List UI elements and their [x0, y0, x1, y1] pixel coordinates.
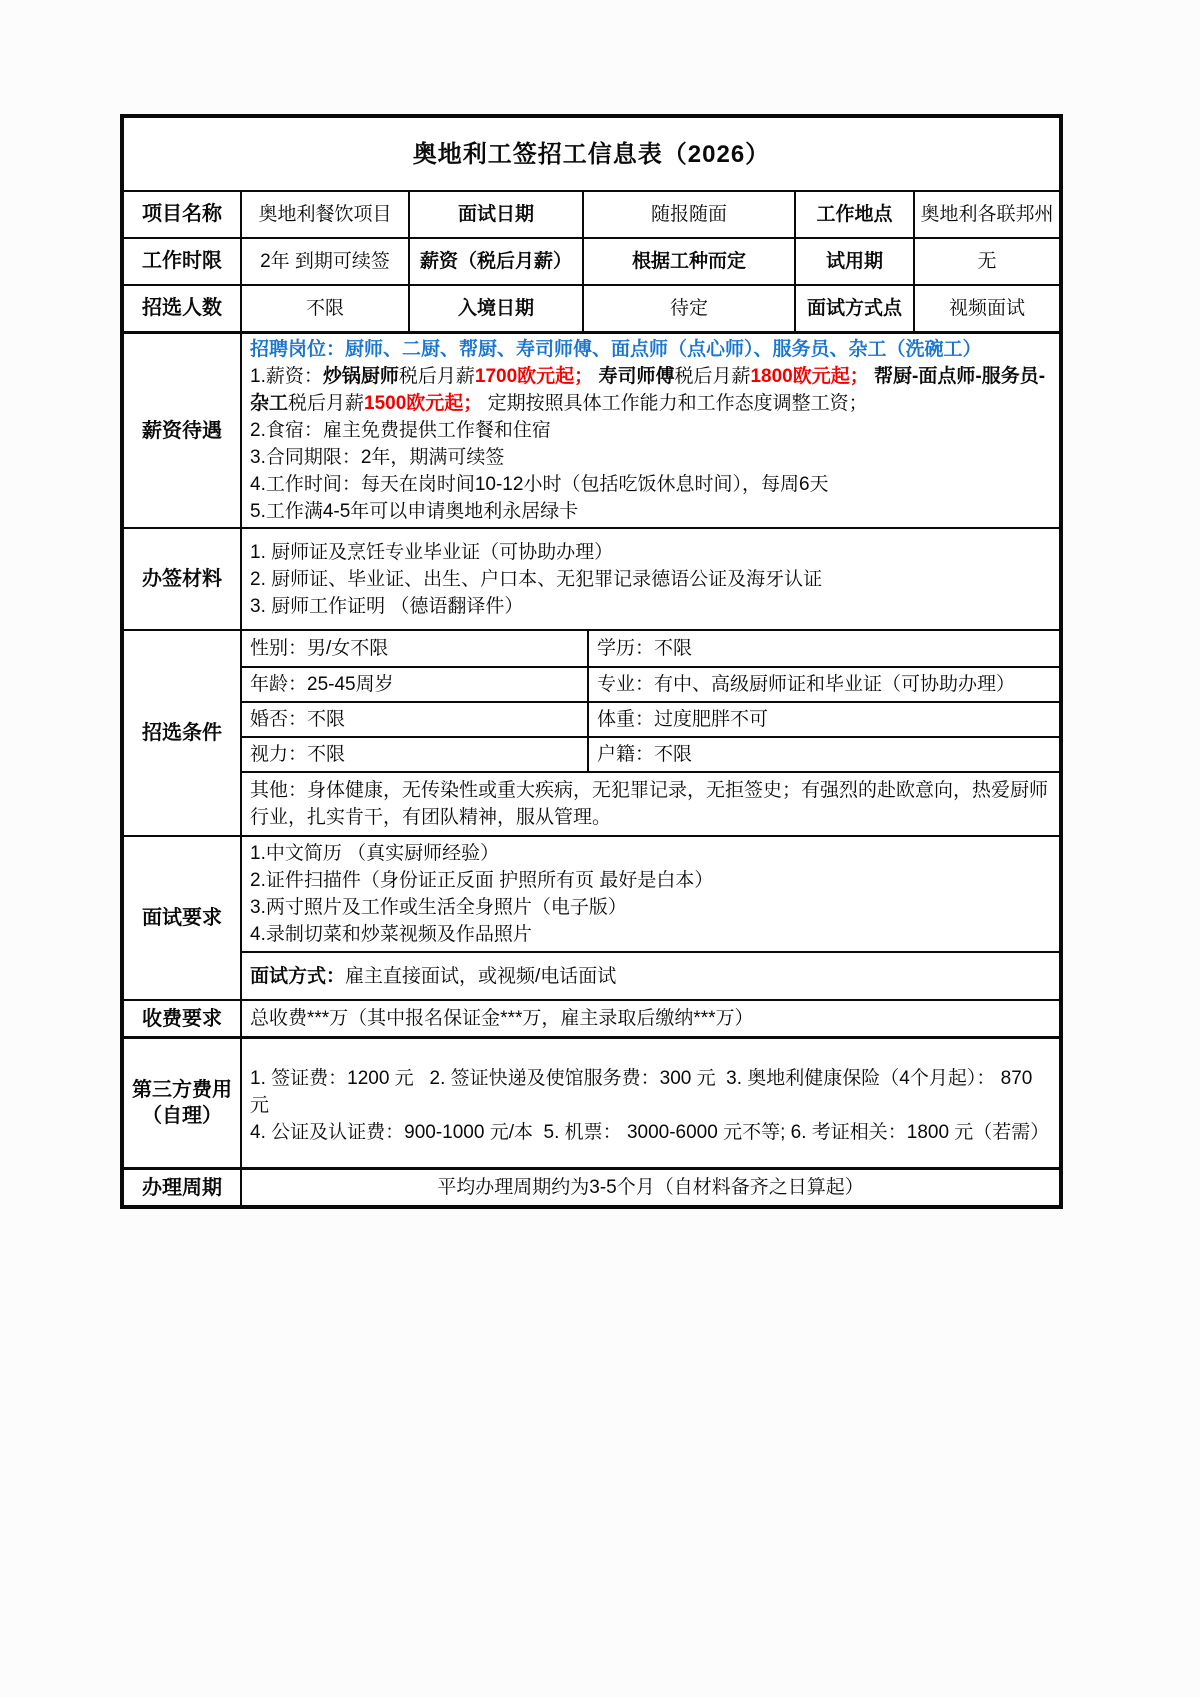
- third-party-line-1: 1. 签证费：1200 元 2. 签证快递及使馆服务费：300 元 3. 奥地利健康保险（4个月起）： 870 元: [250, 1068, 1038, 1116]
- condition-row-gender-education: [242, 631, 1059, 666]
- interview-item-2: 2.证件扫描件（身份证正反面 护照所有页 最好是白本）: [250, 870, 714, 891]
- third-party-costs-content: [240, 1039, 1059, 1167]
- table-title: 奥地利工签招工信息表（2026）: [412, 140, 771, 168]
- section-selection-conditions: [124, 629, 1059, 835]
- condition-vision: 视力：不限: [250, 744, 346, 765]
- condition-major: 专业：有中、高级厨师证和毕业证（可协助办理）: [587, 668, 1059, 701]
- salary-header: 薪资（税后月薪）: [408, 239, 582, 284]
- condition-age: 年龄：25-45周岁: [250, 674, 394, 695]
- info-row-project: [124, 190, 1059, 237]
- work-term-value: 2年 到期可续签: [240, 239, 408, 284]
- section-visa-materials: [124, 527, 1059, 629]
- fee-requirements-content: [240, 1001, 1059, 1036]
- probation-header: 试用期: [794, 239, 913, 284]
- condition-row-vision-residence: [242, 736, 1059, 771]
- recruit-positions-line: 招聘岗位：厨师、二厨、帮厨、寿司师傅、面点师（点心师）、服务员、杂工（洗碗工）: [250, 339, 982, 360]
- recruitment-info-table: [120, 114, 1063, 1209]
- condition-weight: 体重：过度肥胖不可: [587, 703, 1059, 736]
- info-row-headcount: [124, 284, 1059, 331]
- selection-conditions-content: [240, 631, 1059, 835]
- project-name-header: 项目名称: [142, 203, 222, 225]
- interview-date-value: 随报随面: [582, 192, 794, 237]
- probation-value: 无: [913, 239, 1059, 284]
- processing-cycle-label: 办理周期: [142, 1176, 222, 1199]
- material-item-1: 1. 厨师证及烹饪专业毕业证（可协助办理）: [250, 541, 614, 563]
- condition-education: 学历：不限: [587, 631, 1059, 666]
- visa-materials-label: 办签材料: [142, 568, 222, 590]
- interview-item-3: 3.两寸照片及工作或生活全身照片（电子版）: [250, 897, 627, 918]
- work-term-header: 工作时限: [142, 250, 222, 272]
- salary-item-5: 5.工作满4-5年可以申请奥地利永居绿卡: [250, 501, 579, 522]
- salary-benefits-content: [240, 334, 1059, 527]
- interview-method-header: 面试方式点: [794, 286, 913, 331]
- condition-other: 其他：身体健康，无传染性或重大疾病，无犯罪记录，无拒签史；有强烈的赴欧意向，热爱厨师行业，扎实肯干，有团队精神，服从管理。: [242, 771, 1059, 835]
- info-row-duration: [124, 237, 1059, 284]
- interview-items: [242, 837, 1059, 951]
- interview-method-value: 视频面试: [913, 286, 1059, 331]
- selection-conditions-label: 招选条件: [142, 722, 222, 744]
- salary-item-1: 1.薪资：炒锅厨师税后月薪1700欧元起； 寿司师傅税后月薪1800欧元起； 帮厨-面点师-服务员-杂工税后月薪1500欧元起； 定期按照具体工作能力和工作态度调整工资；: [250, 366, 1046, 414]
- third-party-label-line1: 第三方费用: [132, 1079, 232, 1101]
- salary-item-3: 3.合同期限：2年，期满可续签: [250, 447, 505, 468]
- processing-cycle-content: [240, 1170, 1059, 1205]
- salary-basis-value: 根据工种而定: [582, 239, 794, 284]
- work-location-value: 奥地利各联邦州: [913, 192, 1059, 237]
- interview-requirements-label: 面试要求: [142, 907, 222, 929]
- visa-materials-content: [240, 529, 1059, 629]
- condition-row-age-major: [242, 666, 1059, 701]
- project-name-value: 奥地利餐饮项目: [240, 192, 408, 237]
- condition-row-marriage-weight: [242, 701, 1059, 736]
- headcount-value: 不限: [240, 286, 408, 331]
- processing-cycle-text: 平均办理周期约为3-5个月（自材料备齐之日算起）: [437, 1177, 864, 1198]
- fee-requirements-label: 收费要求: [142, 1007, 222, 1030]
- headcount-header: 招选人数: [142, 297, 222, 319]
- interview-requirements-content: [240, 837, 1059, 999]
- condition-gender: 性别：男/女不限: [250, 638, 389, 659]
- third-party-label-line2: （自理）: [142, 1105, 222, 1127]
- interview-date-header: 面试日期: [408, 192, 582, 237]
- work-location-header: 工作地点: [794, 192, 913, 237]
- interview-item-4: 4.录制切菜和炒菜视频及作品照片: [250, 924, 532, 945]
- salary-benefits-label: 薪资待遇: [142, 419, 222, 442]
- section-interview-requirements: [124, 835, 1059, 999]
- interview-item-1: 1.中文简历 （真实厨师经验）: [250, 843, 500, 864]
- salary-item-4: 4.工作时间：每天在岗时间10-12小时（包括吃饭休息时间），每周6天: [250, 474, 829, 495]
- material-item-2: 2. 厨师证、毕业证、出生、户口本、无犯罪记录德语公证及海牙认证: [250, 568, 823, 590]
- third-party-line-2: 4. 公证及认证费：900-1000 元/本 5. 机票： 3000-6000 元不等; 6. 考证相关：1800 元（若需）: [250, 1122, 1050, 1143]
- salary-item-2: 2.食宿：雇主免费提供工作餐和住宿: [250, 420, 551, 441]
- entry-date-header: 入境日期: [408, 286, 582, 331]
- entry-date-value: 待定: [582, 286, 794, 331]
- condition-residence: 户籍：不限: [587, 738, 1059, 771]
- section-salary-benefits: [124, 331, 1059, 527]
- section-fee-requirements: [124, 999, 1059, 1036]
- interview-method-line: 面试方式： 雇主直接面试，或视频/电话面试: [242, 951, 1059, 999]
- material-item-3: 3. 厨师工作证明 （德语翻译件）: [250, 595, 524, 617]
- section-third-party-costs: [124, 1036, 1059, 1167]
- third-party-costs-label: [124, 1039, 240, 1167]
- condition-marriage: 婚否：不限: [250, 709, 346, 730]
- section-processing-cycle: [124, 1167, 1059, 1205]
- fee-total-line: 总收费***万（其中报名保证金***万，雇主录取后缴纳***万）: [250, 1008, 754, 1029]
